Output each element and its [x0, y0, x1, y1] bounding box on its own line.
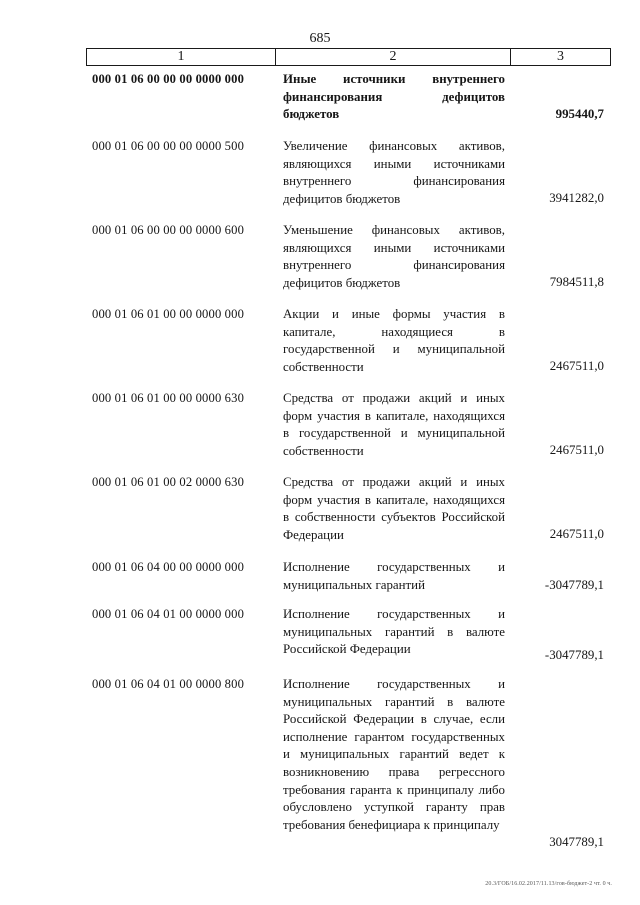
header-col-3: 3 — [557, 49, 564, 64]
row-amount: 7984511,8 — [549, 275, 604, 289]
budget-code: 000 01 06 04 00 00 0000 000 — [92, 560, 245, 574]
budget-code: 000 01 06 00 00 00 0000 000 — [92, 72, 245, 86]
row-description: Исполнение государственных и муниципальных гарантий в валюте Российской Федерации — [283, 607, 505, 657]
budget-code: 000 01 06 04 01 00 0000 800 — [92, 677, 245, 691]
row-description: Средства от продажи акций и иных форм участия в капитале, находящихся в собственности субъектов Российской Федерации — [283, 475, 505, 542]
budget-code: 000 01 06 01 00 02 0000 630 — [92, 475, 245, 489]
row-amount: 3047789,1 — [549, 835, 604, 849]
footer-note: 20.3/ГОБ/16.02.2017/11.13/гов-бюджет-2 чт. 0 ч. — [485, 881, 612, 887]
row-amount: 995440,7 — [555, 107, 604, 121]
row-description: Исполнение государственных и муниципальных гарантий — [283, 560, 505, 592]
table-header-row — [86, 48, 611, 66]
row-description: Исполнение государственных и муниципальных гарантий в валюте Российской Федерации в случае, если исполнение гарантом государственных и муниципальных гарантий ведет к возникновению права регрессного требования гаранта к принципалу либо обусловлено уступкой гаранту прав требования бенефициара к принципалу — [283, 677, 505, 832]
row-amount: -3047789,1 — [544, 578, 604, 592]
row-description: Увеличение финансовых активов, являющихся иными источниками внутреннего финансирования дефицитов бюджетов — [283, 139, 505, 206]
header-col-1: 1 — [87, 49, 276, 65]
header-col-2: 2 — [276, 49, 511, 65]
page-number: 685 — [309, 31, 331, 46]
budget-code: 000 01 06 01 00 00 0000 630 — [92, 391, 245, 405]
row-amount: -3047789,1 — [544, 648, 604, 662]
budget-code: 000 01 06 01 00 00 0000 000 — [92, 307, 245, 321]
row-description: Уменьшение финансовых активов, являющихся иными источниками внутреннего финансирования дефицитов бюджетов — [283, 223, 505, 290]
budget-code: 000 01 06 04 01 00 0000 000 — [92, 607, 245, 621]
row-description: Иные источники внутреннего финансирования дефицитов бюджетов — [283, 72, 505, 122]
row-amount: 3941282,0 — [549, 191, 604, 205]
row-amount: 2467511,0 — [549, 527, 604, 541]
row-description: Средства от продажи акций и иных форм участия в капитале, находящихся в государственной и муниципальной собственности — [283, 391, 505, 458]
row-amount: 2467511,0 — [549, 443, 604, 457]
row-description: Акции и иные формы участия в капитале, находящиеся в государственной и муниципальной собственности — [283, 307, 505, 374]
budget-code: 000 01 06 00 00 00 0000 500 — [92, 139, 245, 153]
budget-code: 000 01 06 00 00 00 0000 600 — [92, 223, 245, 237]
row-amount: 2467511,0 — [549, 359, 604, 373]
